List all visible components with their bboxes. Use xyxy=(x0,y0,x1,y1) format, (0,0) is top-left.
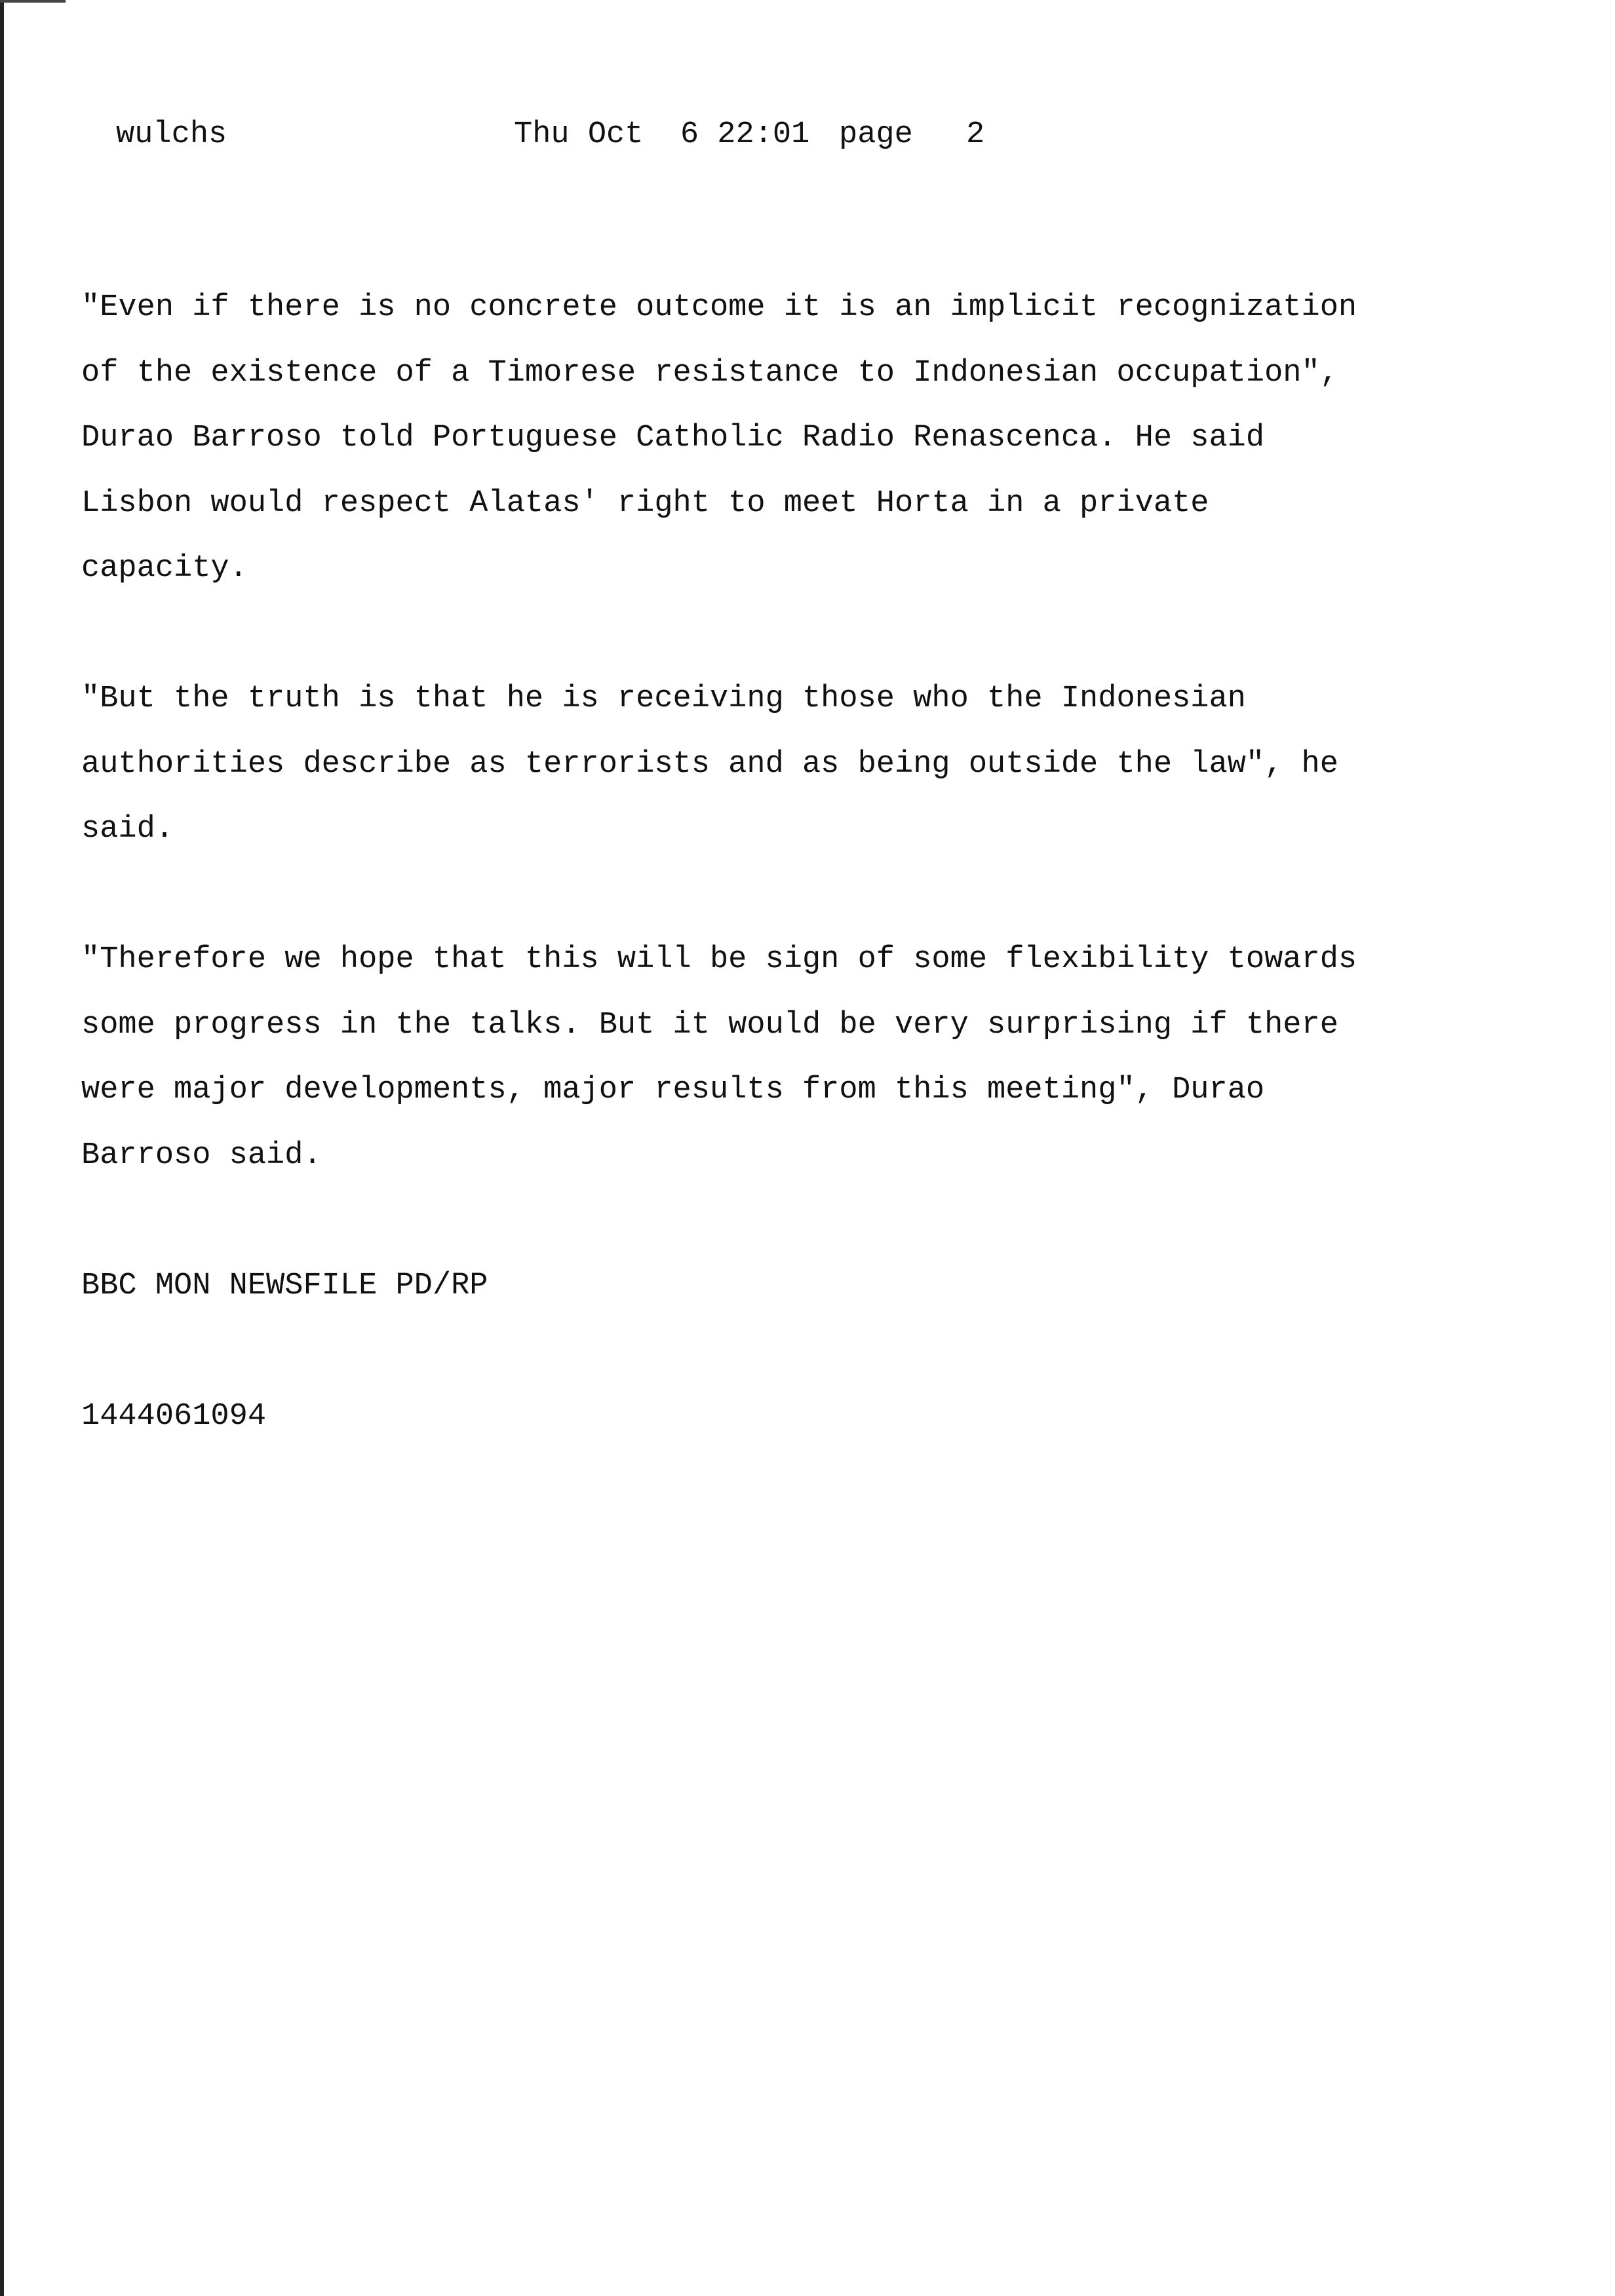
scan-edge-top xyxy=(0,0,66,3)
document-id-text: 1444061094 xyxy=(81,1398,267,1434)
paragraph-line: "But the truth is that he is receiving those who the Indonesian xyxy=(81,681,1246,716)
paragraph-line: authorities describe as terrorists and as being outside the law", he xyxy=(81,746,1338,782)
header-page-number: 2 xyxy=(966,117,985,152)
paragraph-line: Barroso said. xyxy=(81,1138,322,1173)
paragraph-1 xyxy=(81,275,1563,602)
source-text: BBC MON NEWSFILE PD/RP xyxy=(81,1268,488,1303)
header-date: Thu Oct 6 22:01 xyxy=(514,117,810,152)
paragraph-line: Durao Barroso told Portuguese Catholic Radio Renascenca. He said xyxy=(81,421,1265,455)
page-header xyxy=(0,115,1615,155)
header-page-label: page xyxy=(839,117,913,152)
paragraph-line: said. xyxy=(81,812,174,847)
header-user: wulchs xyxy=(116,117,227,152)
paragraph-line: some progress in the talks. But it would be very surprising if there xyxy=(81,1007,1338,1043)
document-body xyxy=(81,275,1563,1514)
scan-edge-left xyxy=(0,0,4,2296)
paragraph-line: "Even if there is no concrete outcome it is an implicit recognization xyxy=(81,290,1357,325)
paragraph-line: capacity. xyxy=(81,551,248,586)
paragraph-line: "Therefore we hope that this will be sign of some flexibility towards xyxy=(81,942,1357,977)
paragraph-2 xyxy=(81,666,1563,862)
paragraph-line: Lisbon would respect Alatas' right to meet Horta in a private xyxy=(81,486,1209,521)
paragraph-line: were major developments, major results from this meeting", Durao xyxy=(81,1073,1265,1107)
paragraph-3 xyxy=(81,927,1563,1188)
source-line xyxy=(81,1253,1563,1319)
paragraph-line: of the existence of a Timorese resistance to Indonesian occupation", xyxy=(81,355,1338,391)
document-id xyxy=(81,1384,1563,1449)
